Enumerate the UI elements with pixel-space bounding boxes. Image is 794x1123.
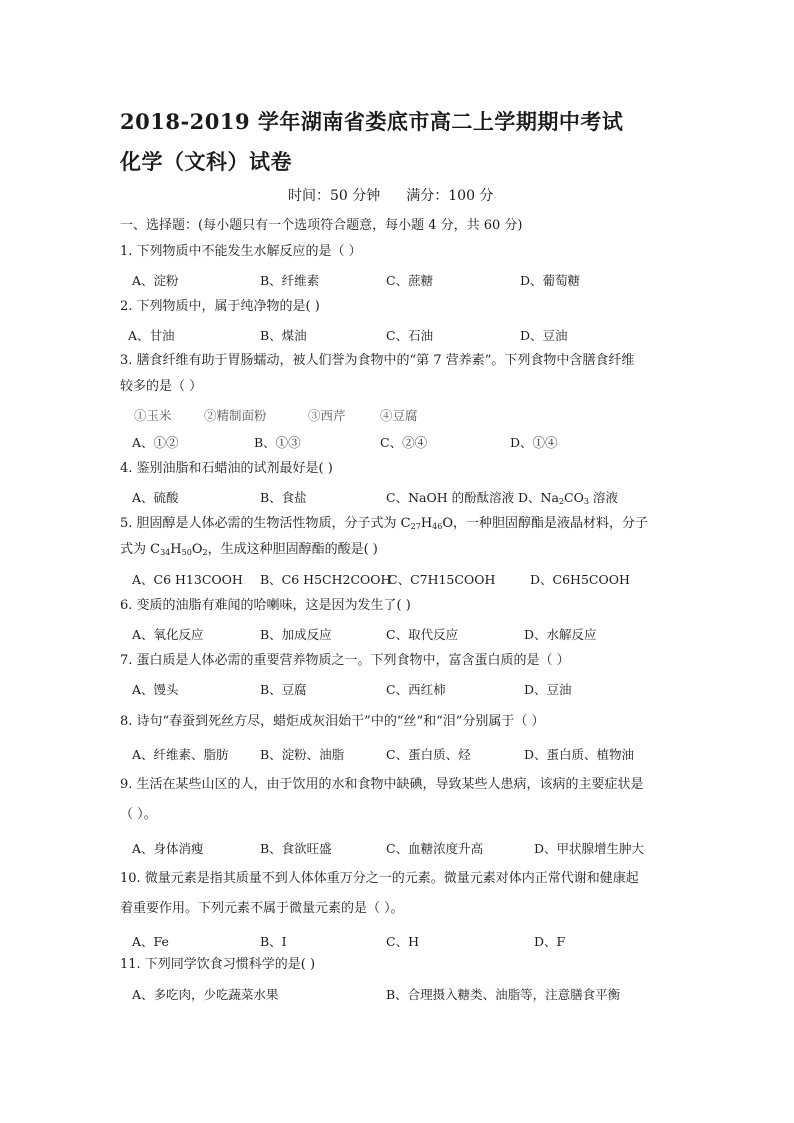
option-a: A、甘油 — [128, 328, 175, 343]
question-options — [132, 932, 692, 950]
option-c: C、H — [386, 934, 419, 949]
option-b: B、纤维素 — [260, 273, 320, 288]
question-options — [132, 985, 692, 1003]
option-b: B、食欲旺盛 — [260, 841, 332, 856]
question-options — [132, 839, 692, 857]
question-options — [132, 271, 692, 289]
option-a: A、馒头 — [132, 682, 179, 697]
option-c: C、蛋白质、烃 — [386, 747, 471, 762]
option-a: A、多吃肉，少吃蔬菜水果 — [132, 987, 279, 1002]
option-a: A、淀粉 — [132, 273, 179, 288]
question-options — [132, 680, 692, 698]
option-b: B、淀粉、油脂 — [260, 747, 345, 762]
exam-meta — [288, 185, 493, 205]
option-d: D、甲状腺增生肿大 — [534, 841, 645, 856]
option-c: C、NaOH 的酚酞溶液 — [386, 490, 515, 505]
option-c: C、血糖浓度升高 — [386, 841, 484, 856]
option-b: B、C6 H5CH2COOH — [260, 572, 392, 587]
exam-title: 2018-2019 学年湖南省娄底市高二上学期期中考试 — [120, 109, 624, 134]
question-stem: 8. 诗句“春蚕到死丝方尽，蜡炬成灰泪始干”中的“丝”和“泪”分别属于（ ） — [120, 714, 545, 729]
option-a: A、Fe — [132, 934, 169, 949]
option-c: C、蔗糖 — [386, 273, 434, 288]
exam-score: 满分：100 分 — [406, 188, 494, 204]
question-options — [128, 326, 692, 344]
option-a: A、①② — [132, 435, 179, 450]
option-a: A、硫酸 — [132, 490, 179, 505]
item-1: ①玉米 — [134, 408, 172, 423]
question-options — [132, 433, 692, 451]
question-items — [132, 406, 692, 424]
option-b: B、I — [260, 934, 287, 949]
question-stem-cont: 着重要作用。下列元素不属于微量元素的是（ ）。 — [120, 901, 404, 916]
option-d: D、水解反应 — [524, 627, 597, 642]
question-stem: 4. 鉴别油脂和石蜡油的试剂最好是( ) — [120, 461, 333, 476]
item-2: ②精制面粉 — [204, 408, 267, 423]
option-a: A、C6 H13COOH — [132, 572, 243, 587]
option-d: D、$Na_2CO_3$ 溶液 — [518, 490, 618, 506]
option-c: C、西红柿 — [386, 682, 446, 697]
item-4: ④豆腐 — [380, 408, 418, 423]
option-a: A、氧化反应 — [132, 627, 204, 642]
option-b: B、煤油 — [260, 328, 307, 343]
option-c: C、石油 — [386, 328, 434, 343]
question-stem: 3. 膳食纤维有助于胃肠蠕动，被人们誉为食物中的“第 7 营养素”。下列食物中含膳食纤维 — [120, 353, 635, 368]
option-c: C、C7H15COOH — [388, 572, 496, 587]
question-stem-cont: 式为 $C_{34}H_{50}O_2$，生成这种胆固醇酯的酸是( ) — [120, 542, 378, 557]
option-d: D、F — [534, 934, 566, 949]
option-c: C、②④ — [380, 435, 428, 450]
section-heading: 一、选择题：(每小题只有一个选项符合题意，每小题 4 分，共 60 分) — [120, 218, 523, 233]
question-stem: 9. 生活在某些山区的人，由于饮用的水和食物中缺碘，导致某些人患病，该病的主要症状是 — [120, 777, 644, 792]
question-stem-cont: （ ）。 — [120, 807, 157, 822]
question-options — [132, 745, 692, 763]
question-stem: 10. 微量元素是指其质量不到人体体重万分之一的元素。微量元素对体内正常代谢和健康起 — [120, 871, 639, 886]
question-options — [132, 570, 692, 588]
option-d: D、豆油 — [520, 328, 568, 343]
question-stem: 7. 蛋白质是人体必需的重要营养物质之一。下列食物中，富含蛋白质的是（ ） — [120, 653, 570, 668]
option-d: D、豆油 — [524, 682, 572, 697]
option-d: D、蛋白质、植物油 — [524, 747, 635, 762]
question-options — [132, 488, 692, 506]
option-d: D、C6H5COOH — [530, 572, 630, 587]
option-c: C、取代反应 — [386, 627, 459, 642]
option-a: A、身体消瘦 — [132, 841, 204, 856]
option-b: B、①③ — [254, 435, 301, 450]
question-stem: 2. 下列物质中，属于纯净物的是( ) — [120, 299, 320, 314]
question-stem: 6. 变质的油脂有难闻的哈喇味，这是因为发生了( ) — [120, 598, 411, 613]
option-b: B、豆腐 — [260, 682, 307, 697]
question-stem: 1. 下列物质中不能发生水解反应的是（ ） — [120, 244, 362, 259]
option-b: B、加成反应 — [260, 627, 332, 642]
option-d: D、①④ — [510, 435, 558, 450]
option-d: D、葡萄糖 — [520, 273, 581, 288]
item-3: ③西芹 — [308, 408, 346, 423]
question-stem: 11. 下列同学饮食习惯科学的是( ) — [120, 957, 316, 972]
exam-subtitle: 化学（文科）试卷 — [120, 149, 292, 174]
question-options — [132, 625, 692, 643]
exam-time: 时间：50 分钟 — [288, 188, 381, 204]
option-b: B、合理摄入糖类、油脂等，注意膳食平衡 — [386, 987, 621, 1002]
option-b: B、食盐 — [260, 490, 307, 505]
question-stem-cont: 较多的是（ ） — [120, 379, 203, 394]
option-a: A、纤维素、脂肪 — [132, 747, 229, 762]
question-stem: 5. 胆固醇是人体必需的生物活性物质，分子式为 $C_{27}H_{46}O$，一种胆固醇酯是液晶材料，分子 — [120, 516, 649, 531]
